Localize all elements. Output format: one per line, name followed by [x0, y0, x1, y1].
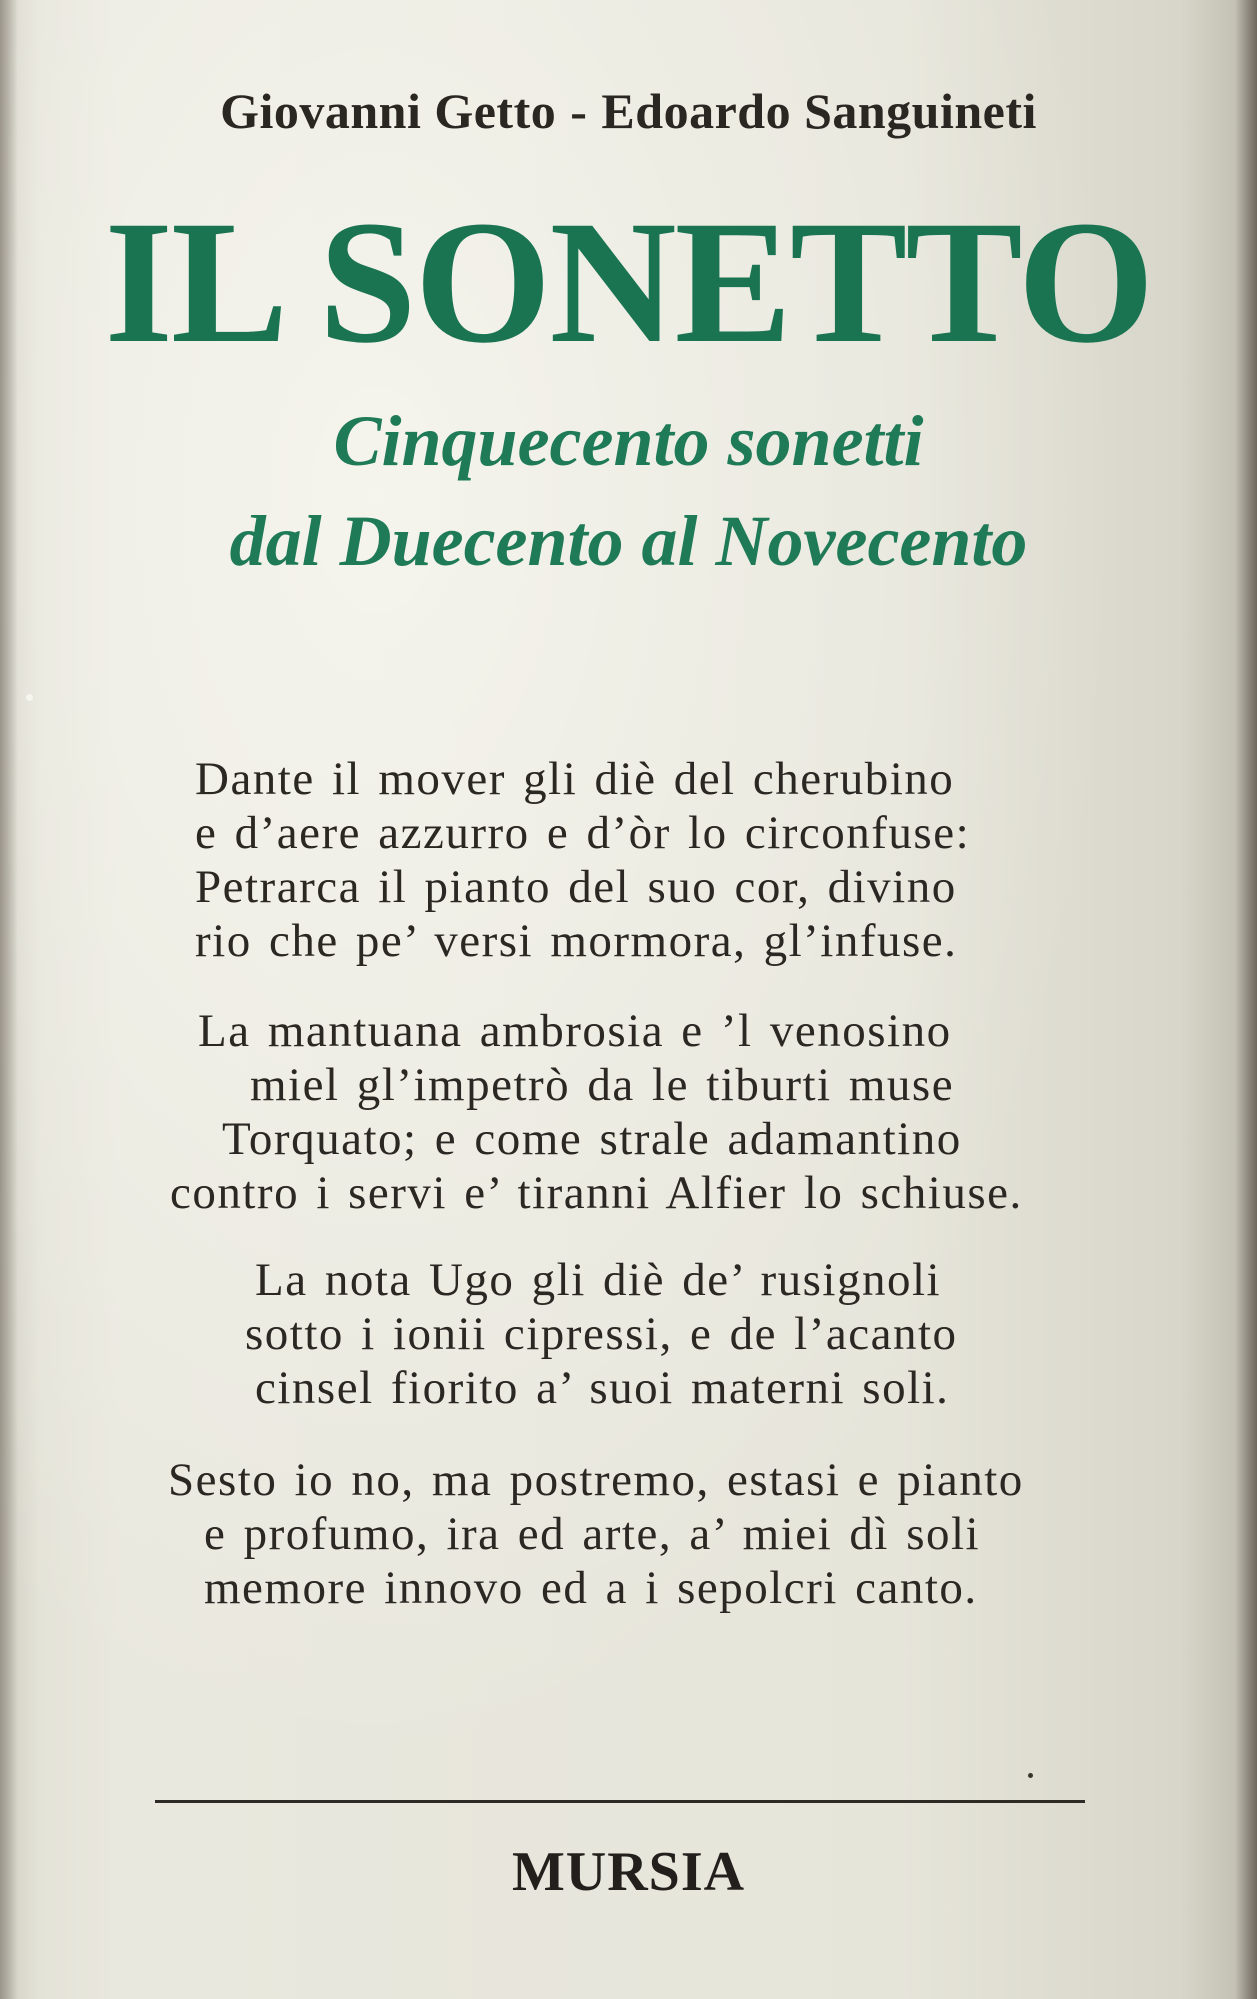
- book-title: IL SONETTO: [104, 185, 1153, 380]
- author-separator: -: [570, 83, 588, 139]
- paper-speck: [26, 694, 33, 701]
- paper-speck: [1028, 1773, 1033, 1778]
- poem-line: La nota Ugo gli diè de’ rusignoli: [255, 1254, 942, 1306]
- poem-line: Torquato; e come strale adamantino: [222, 1113, 962, 1165]
- poem-line: Sesto io no, ma postremo, estasi e pianto: [168, 1454, 1024, 1506]
- publisher-name: MURSIA: [511, 1841, 746, 1903]
- poem-stanza-1: [195, 752, 1115, 968]
- poem-line: e d’aere azzurro e d’òr lo circonfuse:: [195, 807, 971, 859]
- author-second: Edoardo Sanguineti: [601, 83, 1037, 139]
- poem-line: sotto i ionii cipressi, e de l’acanto: [245, 1308, 958, 1360]
- poem-line: Dante il mover gli diè del cherubino: [195, 753, 955, 805]
- poem-line: cinsel fiorito a’ suoi materni soli.: [255, 1362, 950, 1414]
- poem-line: contro i servi e’ tiranni Alfier lo schiuse.: [170, 1167, 1023, 1219]
- subtitle-line-1: Cinquecento sonetti: [333, 401, 924, 481]
- authors-line: [0, 82, 1257, 140]
- poem-line: La mantuana ambrosia e ’l venosino: [198, 1005, 952, 1057]
- poem-line: e profumo, ira ed arte, a’ miei dì soli: [204, 1508, 981, 1560]
- poem-stanza-4: [168, 1453, 1124, 1615]
- poem-line: memore innovo ed a i sepolcri canto.: [204, 1562, 978, 1614]
- poem-line: rio che pe’ versi mormora, gl’infuse.: [195, 915, 958, 967]
- poem-stanza-3: [245, 1253, 1175, 1415]
- poem-line: Petrarca il pianto del suo cor, divino: [195, 861, 957, 913]
- subtitle-line-2: dal Duecento al Novecento: [229, 501, 1028, 581]
- poem-line: miel gl’impetrò da le tiburti muse: [250, 1059, 955, 1111]
- poem-stanza-2: [170, 1004, 1170, 1220]
- author-first: Giovanni Getto: [220, 83, 557, 139]
- publisher-divider: [155, 1800, 1085, 1803]
